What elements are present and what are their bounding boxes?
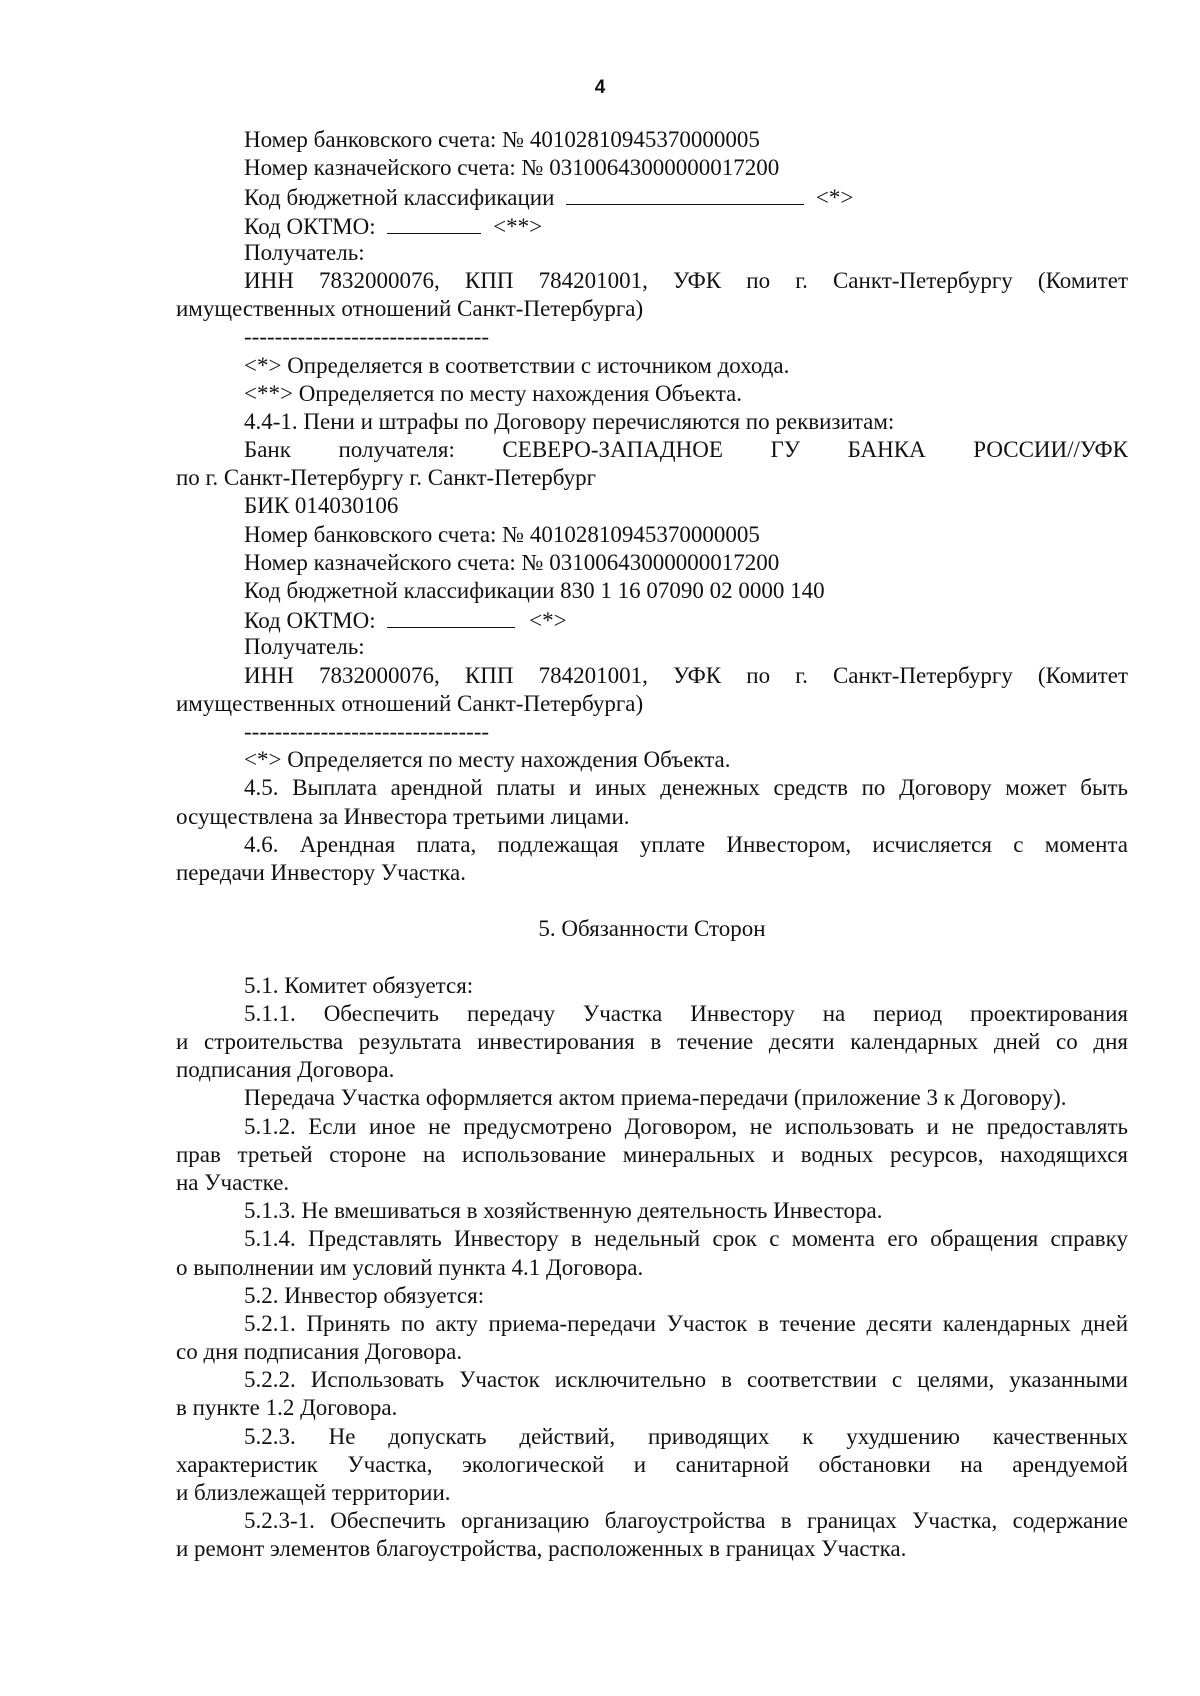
section-5-title: 5. Обязанности Сторон <box>538 916 766 942</box>
clause-5-1-3: 5.1.3. Не вмешиваться в хозяйственную деятельность Инвестора. <box>244 1198 883 1224</box>
clause-5-2-1-line-1: 5.2.1. Принять по акту приема-передачи Участок в течение десяти календарных дней <box>244 1310 1128 1336</box>
recipient-line-2-2: имущественных отношений Санкт-Петербурга) <box>176 690 644 716</box>
oktmo-label-2: Код ОКТМО: <box>244 608 376 634</box>
clause-5-1-4-line-1: 5.1.4. Представлять Инвестору в недельный срок с момента его обращения справку <box>244 1226 1128 1252</box>
clause-5-1-1-line-3: подписания Договора. <box>176 1057 395 1083</box>
clause-5-1: 5.1. Комитет обязуется: <box>244 972 474 998</box>
clause-5-2-3-line-2: характеристик Участка, экологической и санитарной обстановки на арендуемой <box>176 1451 1128 1477</box>
recipient-line-2: имущественных отношений Санкт-Петербурга) <box>176 296 644 322</box>
clause-4-6-line-1: 4.6. Арендная плата, подлежащая уплате Инвестором, исчисляется с момента <box>244 831 1128 857</box>
document-body <box>176 126 1128 1564</box>
recipient-line-1: ИНН 7832000076, КПП 784201001, УФК по г. Санкт-Петербургу (Комитет <box>244 267 1128 293</box>
oktmo-line-2 <box>176 605 1128 633</box>
footnote-3: <*> Определяется по месту нахождения Объекта. <box>244 747 731 773</box>
clause-5-2-1-line-2: со дня подписания Договора. <box>176 1339 463 1365</box>
clause-5-2-3-line-3: и близлежащей территории. <box>176 1480 451 1505</box>
kbk-blank <box>566 182 804 205</box>
bank-recipient-line-2: по г. Санкт-Петербургу г. Санкт-Петербург <box>176 465 597 491</box>
oktmo-blank <box>387 211 481 234</box>
bank-recipient-line-1: Банк получателя: СЕВЕРО-ЗАПАДНОЕ ГУ БАНКА РОССИИ//УФК <box>244 437 1128 463</box>
bank-account-line: Номер банковского счета: № 40102810945370000005 <box>244 127 760 152</box>
clause-5-1-1-line-2: и строительства результата инвестирования в течение десяти календарных дней со дня <box>176 1029 1128 1054</box>
transfer-paragraph: Передача Участка оформляется актом приема-передачи (приложение 3 к Договору). <box>244 1085 1067 1111</box>
clause-5-2-3-1-line-1: 5.2.3-1. Обеспечить организацию благоустройства в границах Участка, содержание <box>244 1508 1128 1534</box>
recipient-label-2: Получатель: <box>244 634 365 660</box>
oktmo-note-2: <*> <box>529 608 567 634</box>
clause-4-5-line-2: осуществлена за Инвестора третьими лицами. <box>176 803 630 829</box>
treasury-account-line: Номер казначейского счета: № 03100643000000017200 <box>244 155 780 181</box>
treasury-account-line-2: Номер казначейского счета: № 03100643000000017200 <box>244 549 780 575</box>
clause-5-2: 5.2. Инвестор обязуется: <box>244 1282 485 1308</box>
page-number: 4 <box>594 77 606 98</box>
separator-1: -------------------------------- <box>244 324 490 350</box>
oktmo-label: Код ОКТМО: <box>244 213 376 239</box>
kbk-line <box>176 182 1128 210</box>
separator-2: -------------------------------- <box>244 718 490 744</box>
kbk-label: Код бюджетной классификации <box>244 185 555 211</box>
clause-5-2-2-line-1: 5.2.2. Использовать Участок исключительно в соответствии с целями, указанными <box>244 1367 1128 1393</box>
clause-4-5-line-1: 4.5. Выплата арендной платы и иных денежных средств по Договору может быть <box>244 775 1128 801</box>
kbk-note: <*> <box>815 185 854 211</box>
oktmo-note: <**> <box>493 213 543 239</box>
clause-5-2-3-1-line-2: и ремонт элементов благоустройства, расположенных в границах Участка. <box>176 1536 907 1562</box>
clause-5-2-2-line-2: в пункте 1.2 Договора. <box>176 1395 398 1421</box>
bik-line: БИК 014030106 <box>244 493 399 519</box>
clause-4-4-1-heading: 4.4-1. Пени и штрафы по Договору перечисляются по реквизитам: <box>244 408 895 434</box>
clause-5-1-2-line-1: 5.1.2. Если иное не предусмотрено Договором, не использовать и не предоставлять <box>244 1113 1128 1139</box>
recipient-label: Получатель: <box>244 239 365 265</box>
clause-5-1-4-line-2: о выполнении им условий пункта 4.1 Договора. <box>176 1254 644 1280</box>
clause-4-6-line-2: передачи Инвестору Участка. <box>176 859 466 885</box>
clause-5-1-2-line-2: прав третьей стороне на использование минеральных и водных ресурсов, находящихся <box>176 1141 1128 1167</box>
clause-5-1-2-line-3: на Участке. <box>176 1169 290 1195</box>
oktmo-blank-2 <box>387 605 515 628</box>
oktmo-line <box>176 211 1128 239</box>
kbk-line-2: Код бюджетной классификации 830 1 16 07090 02 0000 140 <box>244 578 825 603</box>
footnote-2: <**> Определяется по месту нахождения Объекта. <box>244 380 742 406</box>
footnote-1: <*> Определяется в соответствии с источником дохода. <box>244 352 790 378</box>
bank-account-line-2: Номер банковского счета: № 40102810945370000005 <box>244 521 760 547</box>
clause-5-2-3-line-1: 5.2.3. Не допускать действий, приводящих к ухудшению качественных <box>244 1423 1128 1449</box>
clause-5-1-1-line-1: 5.1.1. Обеспечить передачу Участка Инвестору на период проектирования <box>244 1000 1128 1026</box>
recipient-line-1-2: ИНН 7832000076, КПП 784201001, УФК по г. Санкт-Петербургу (Комитет <box>244 662 1128 688</box>
